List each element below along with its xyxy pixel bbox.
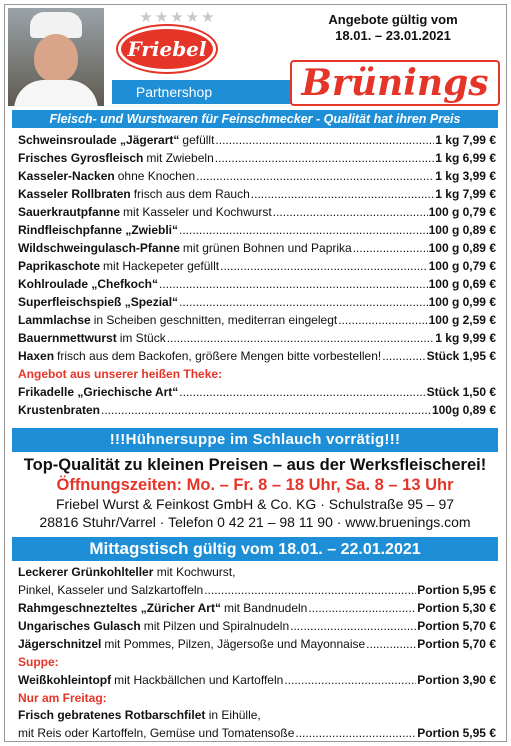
friday-label: Nur am Freitag: <box>18 691 107 705</box>
offer-validity: Angebote gültig vom 18.01. – 23.01.2021 <box>328 12 458 43</box>
list-item: Kasseler-Nacken ohne Knochen ..... 1 kg 3,99 € <box>18 167 496 185</box>
promo-block <box>12 455 498 531</box>
header-stripe <box>236 80 292 104</box>
list-item: Kohlroulade „Chefkoch“ ..... 100 g 0,69 € <box>18 275 496 293</box>
soups-label: Suppe: <box>18 655 59 669</box>
lunch-list <box>18 564 496 742</box>
list-item: Lammlachse in Scheiben geschnitten, mediterran eingelegt ..... 100 g 2,59 € <box>18 311 496 329</box>
list-item: Paprikaschote mit Hackepeter gefüllt ..... 100 g 0,79 € <box>18 257 496 275</box>
list-item: Ungarisches Gulasch mit Pilzen und Spiralnudeln ..... Portion 5,70 € <box>18 617 496 635</box>
friebel-logo: Friebel <box>118 26 216 72</box>
list-item: Leckerer Grünkohlteller mit Kochwurst, <box>18 565 236 579</box>
company-contact: 28816 Stuhr/Varrel · Telefon 0 42 21 – 98 11 90 · www.bruenings.com <box>39 514 471 530</box>
list-item: Kasseler Rollbraten frisch aus dem Rauch ..... 1 kg 7,99 € <box>18 185 496 203</box>
list-item: Sauerkrautpfanne mit Kasseler und Kochwurst ..... 100 g 0,79 € <box>18 203 496 221</box>
header <box>0 0 511 108</box>
list-item: Wildschweingulasch-Pfanne mit grünen Bohnen und Paprika ..... 100 g 0,89 € <box>18 239 496 257</box>
company-address: Friebel Wurst & Feinkost GmbH & Co. KG · Schulstraße 95 – 97 <box>55 496 455 512</box>
bruenings-logo: Brünings <box>290 60 500 106</box>
partnershop-label: Partnershop <box>112 80 236 104</box>
list-item: Pinkel, Kasseler und Salzkartoffeln ..... Portion 5,95 € <box>18 581 496 599</box>
lunch-banner: Mittagstisch gültig vom 18.01. – 22.01.2021 <box>12 537 498 561</box>
hot-counter-label: Angebot aus unserer heißen Theke: <box>18 367 223 381</box>
tagline: Fleisch- und Wurstwaren für Feinschmecker - Qualität hat ihren Preis <box>12 110 498 128</box>
promo-headline: Top-Qualität zu kleinen Preisen – aus der Werksfleischerei! <box>23 456 487 474</box>
list-item: Krustenbraten ..... 100g 0,89 € <box>18 401 496 419</box>
stars-icon: ★★★★★ <box>139 9 217 26</box>
list-item: Frikadelle „Griechische Art“ ..... Stück 1,50 € <box>18 383 496 401</box>
list-item: Frisch gebratenes Rotbarschfilet in Eihülle, <box>18 708 261 722</box>
list-item: Rahmgeschnezteltes „Züricher Art“ mit Bandnudeln ..... Portion 5,30 € <box>18 599 496 617</box>
offer-list <box>18 131 496 419</box>
list-item: Frisches Gyrosfleisch mit Zwiebeln ..... 1 kg 6,99 € <box>18 149 496 167</box>
list-item: Weißkohleintopf mit Hackbällchen und Kartoffeln ..... Portion 3,90 € <box>18 671 496 689</box>
butcher-photo <box>8 8 104 106</box>
list-item: mit Reis oder Kartoffeln, Gemüse und Tomatensoße ..... Portion 5,95 € <box>18 724 496 742</box>
list-item: Jägerschnitzel mit Pommes, Pilzen, Jägersoße und Mayonnaise ..... Portion 5,70 € <box>18 635 496 653</box>
list-item: Schweinsroulade „Jägerart“ gefüllt ..... 1 kg 7,99 € <box>18 131 496 149</box>
list-item: Bauernmettwurst im Stück ..... 1 kg 9,99 € <box>18 329 496 347</box>
soup-banner: !!!Hühnersuppe im Schlauch vorrätig!!! <box>12 428 498 452</box>
list-item: Superfleischspieß „Spezial“ ..... 100 g 0,99 € <box>18 293 496 311</box>
list-item: Rindfleischpfanne „Zwiebli“ ..... 100 g 0,89 € <box>18 221 496 239</box>
opening-hours: Öffnungszeiten: Mo. – Fr. 8 – 18 Uhr, Sa. 8 – 13 Uhr <box>56 476 454 494</box>
list-item: Haxen frisch aus dem Backofen, größere Mengen bitte vorbestellen! ..... Stück 1,95 € <box>18 347 496 365</box>
